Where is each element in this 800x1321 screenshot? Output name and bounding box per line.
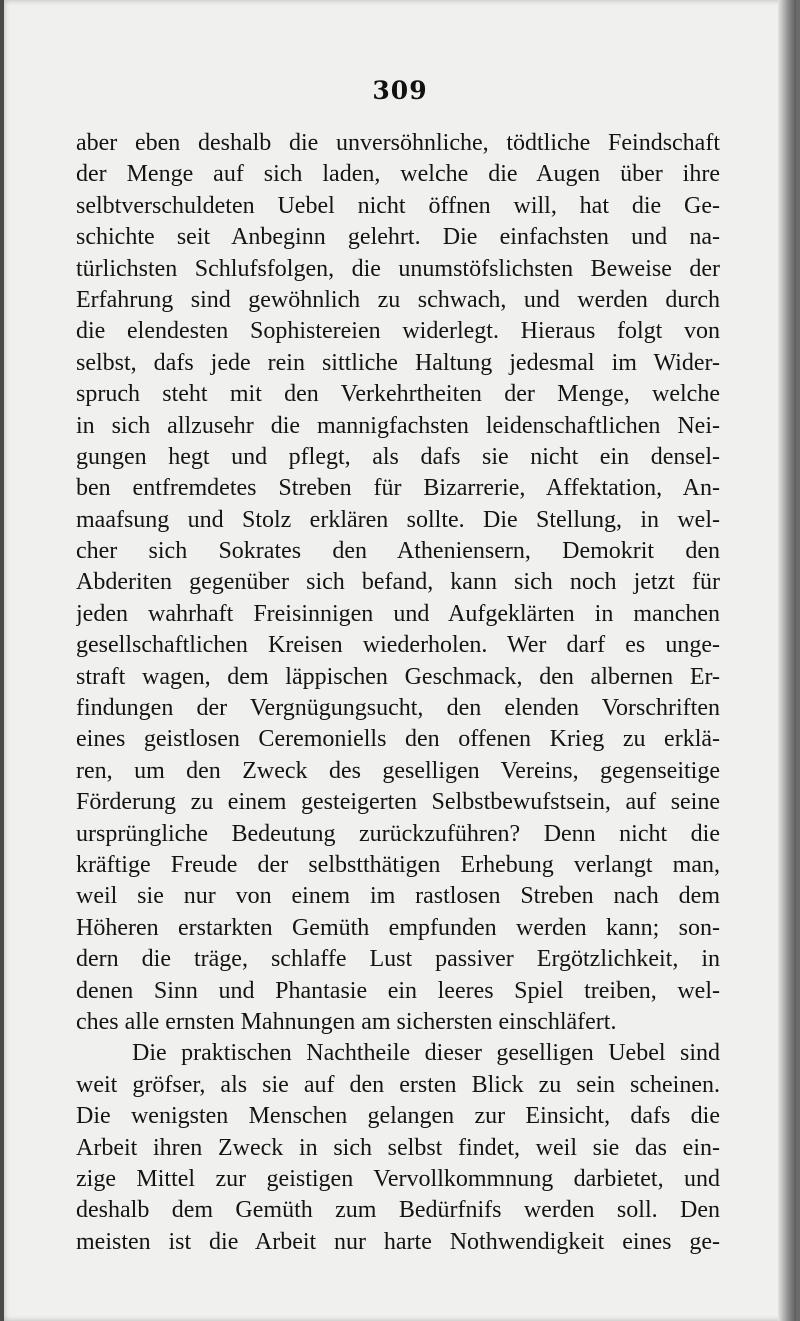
- paragraph: [76, 128, 720, 1038]
- text-line: ursprüngliche Bedeutung zurückzuführen? Denn nicht die: [76, 820, 720, 847]
- text-line: Förderung zu einem gesteigerten Selbstbewufstsein, auf seine: [76, 789, 720, 816]
- text-line: maafsung und Stolz erklären sollte. Die Stellung, in wel-: [76, 506, 720, 533]
- text-line: meisten ist die Arbeit nur harte Nothwendigkeit eines ge-: [76, 1228, 720, 1255]
- text-line: ches alle ernsten Mahnungen am sichersten einschläfert.: [76, 1008, 617, 1035]
- text-line: spruch steht mit den Verkehrtheiten der Menge, welche: [76, 381, 720, 408]
- text-line: ben entfremdetes Streben für Bizarrerie, Affektation, An-: [76, 475, 720, 502]
- text-line: straft wagen, dem läppischen Geschmack, den albernen Er-: [76, 663, 720, 690]
- text-line: weit gröfser, als sie auf den ersten Blick zu sein scheinen.: [76, 1071, 720, 1098]
- text-line: Abderiten gegenüber sich befand, kann sich noch jetzt für: [76, 569, 720, 596]
- text-line: aber eben deshalb die unversöhnliche, tödtliche Feindschaft: [76, 130, 720, 156]
- page-number: 309: [372, 76, 428, 105]
- text-line: selbtverschuldeten Uebel nicht öffnen will, hat die Ge-: [76, 192, 720, 219]
- text-line: eines geistlosen Ceremoniells den offenen Krieg zu erklä-: [76, 726, 720, 753]
- text-line: findungen der Vergnügungsucht, den elenden Vorschriften: [76, 695, 720, 722]
- text-line: denen Sinn und Phantasie ein leeres Spiel treiben, wel-: [76, 977, 720, 1004]
- text-line: Die wenigsten Menschen gelangen zur Einsicht, dafs die: [76, 1103, 720, 1130]
- text-line: ren, um den Zweck des geselligen Vereins, gegenseitige: [76, 757, 720, 784]
- text-line: jeden wahrhaft Freisinnigen und Aufgeklärten in manchen: [76, 600, 720, 627]
- text-line: die elendesten Sophistereien widerlegt. Hieraus folgt von: [76, 318, 720, 345]
- text-line: gesellschaftlichen Kreisen wiederholen. Wer darf es unge-: [76, 632, 720, 659]
- text-line: Die praktischen Nachtheile dieser geselligen Uebel sind: [132, 1040, 720, 1067]
- text-line: Erfahrung sind gewöhnlich zu schwach, und werden durch: [76, 286, 720, 313]
- text-line: zige Mittel zur geistigen Vervollkommnung darbietet, und: [76, 1165, 720, 1192]
- text-line: schichte seit Anbeginn gelehrt. Die einfachsten und na-: [76, 224, 720, 251]
- text-line: türlichsten Schlufsfolgen, die unumstöfslichsten Beweise der: [76, 255, 720, 282]
- text-line: weil sie nur von einem im rastlosen Streben nach dem: [76, 883, 720, 910]
- text-line: in sich allzusehr die mannigfachsten leidenschaftlichen Nei-: [76, 412, 720, 439]
- text-line: dern die träge, schlaffe Lust passiver Ergötzlichkeit, in: [76, 946, 720, 973]
- text-line: kräftige Freude der selbstthätigen Erhebung verlangt man,: [76, 851, 720, 878]
- text-line: der Menge auf sich laden, welche die Augen über ihre: [76, 161, 720, 188]
- text-line: cher sich Sokrates den Atheniensern, Demokrit den: [76, 538, 720, 565]
- text-line: selbst, dafs jede rein sittliche Haltung jedesmal im Wider-: [76, 349, 720, 376]
- text-line: deshalb dem Gemüth zum Bedürfnifs werden soll. Den: [76, 1197, 720, 1224]
- paragraph: [76, 1038, 720, 1258]
- text-line: Arbeit ihren Zweck in sich selbst findet, weil sie das ein-: [76, 1134, 720, 1161]
- text-line: gungen hegt und pflegt, als dafs sie nicht ein densel-: [76, 443, 720, 470]
- page-right-edge-shadow: [778, 0, 796, 1321]
- body-text: [76, 128, 720, 1258]
- text-line: Höheren erstarkten Gemüth empfunden werden kann; son-: [76, 914, 720, 941]
